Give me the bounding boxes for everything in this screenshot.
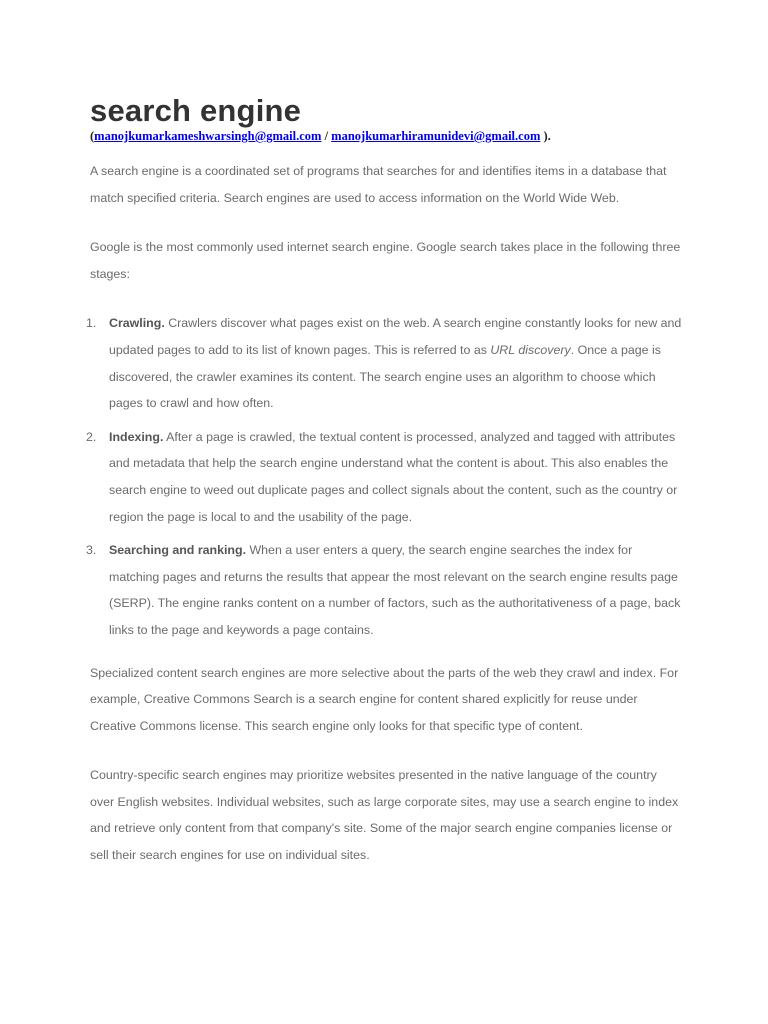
specialized-paragraph: Specialized content search engines are more selective about the parts of the web they crawl and index. For example, Creative Commons Search is a search engine for content shared explicitly for reuse under Creative Commons license. This search engine only looks for that specific type of content. bbox=[90, 665, 679, 733]
list-item bbox=[86, 424, 682, 530]
emails-close: ). bbox=[540, 129, 551, 143]
document-page bbox=[86, 93, 682, 869]
list-number: 3. bbox=[86, 543, 97, 558]
list-item bbox=[86, 537, 682, 643]
emails-open: ( bbox=[90, 129, 95, 143]
list-item bbox=[86, 310, 682, 416]
intro-paragraph: A search engine is a coordinated set of programs that searches for and identifies items in a database that match specified criteria. Search engines are used to access information on the World Wide Web. bbox=[90, 164, 667, 205]
list-number: 2. bbox=[86, 429, 97, 444]
emails-separator: / bbox=[321, 129, 332, 143]
stage-text: When a user enters a query, the search engine searches the index for matching pages and returns the results that appear the most relevant on the search engine results page (SERP). The engine ranks content on a number of factors, such as the authoritativeness of a page, back links to the page and keywords a page contains. bbox=[109, 543, 681, 637]
page-title: search engine bbox=[90, 93, 302, 128]
email-link-2[interactable]: manojkumarhiramunidevi@gmail.com bbox=[331, 129, 541, 143]
author-emails bbox=[90, 128, 682, 144]
list-number: 1. bbox=[86, 316, 97, 331]
stages-list bbox=[86, 310, 682, 643]
stage-text: Crawlers discover what pages exist on the web. A search engine constantly looks for new and updated pages to add to its list of known pages. This is referred to as bbox=[109, 316, 682, 357]
stage-italic-term: URL discovery bbox=[490, 342, 571, 357]
stage-heading: Searching and ranking. bbox=[109, 543, 247, 558]
email-link-1[interactable]: manojkumarkameshwarsingh@gmail.com bbox=[94, 129, 322, 143]
country-paragraph: Country-specific search engines may prioritize websites presented in the native language of the country over English websites. Individual websites, such as large corporate sites, may use a search engine to index and retrieve only content from that company's site. Some of the major search engine companies license or sell their search engines for use on individual sites. bbox=[90, 768, 679, 863]
stage-text: After a page is crawled, the textual content is processed, analyzed and tagged with attributes and metadata that help the search engine understand what the content is about. This also enables the search engine to weed out duplicate pages and collect signals about the content, such as the country or region the page is local to and the usability of the page. bbox=[109, 429, 678, 524]
stage-text-after: . Once a page is discovered, the crawler examines its content. The search engine uses an algorithm to choose which pages to crawl and how often. bbox=[109, 342, 661, 411]
stage-heading: Indexing. bbox=[109, 429, 164, 444]
google-paragraph: Google is the most commonly used internet search engine. Google search takes place in the following three stages: bbox=[90, 240, 681, 281]
stage-heading: Crawling. bbox=[109, 316, 165, 331]
